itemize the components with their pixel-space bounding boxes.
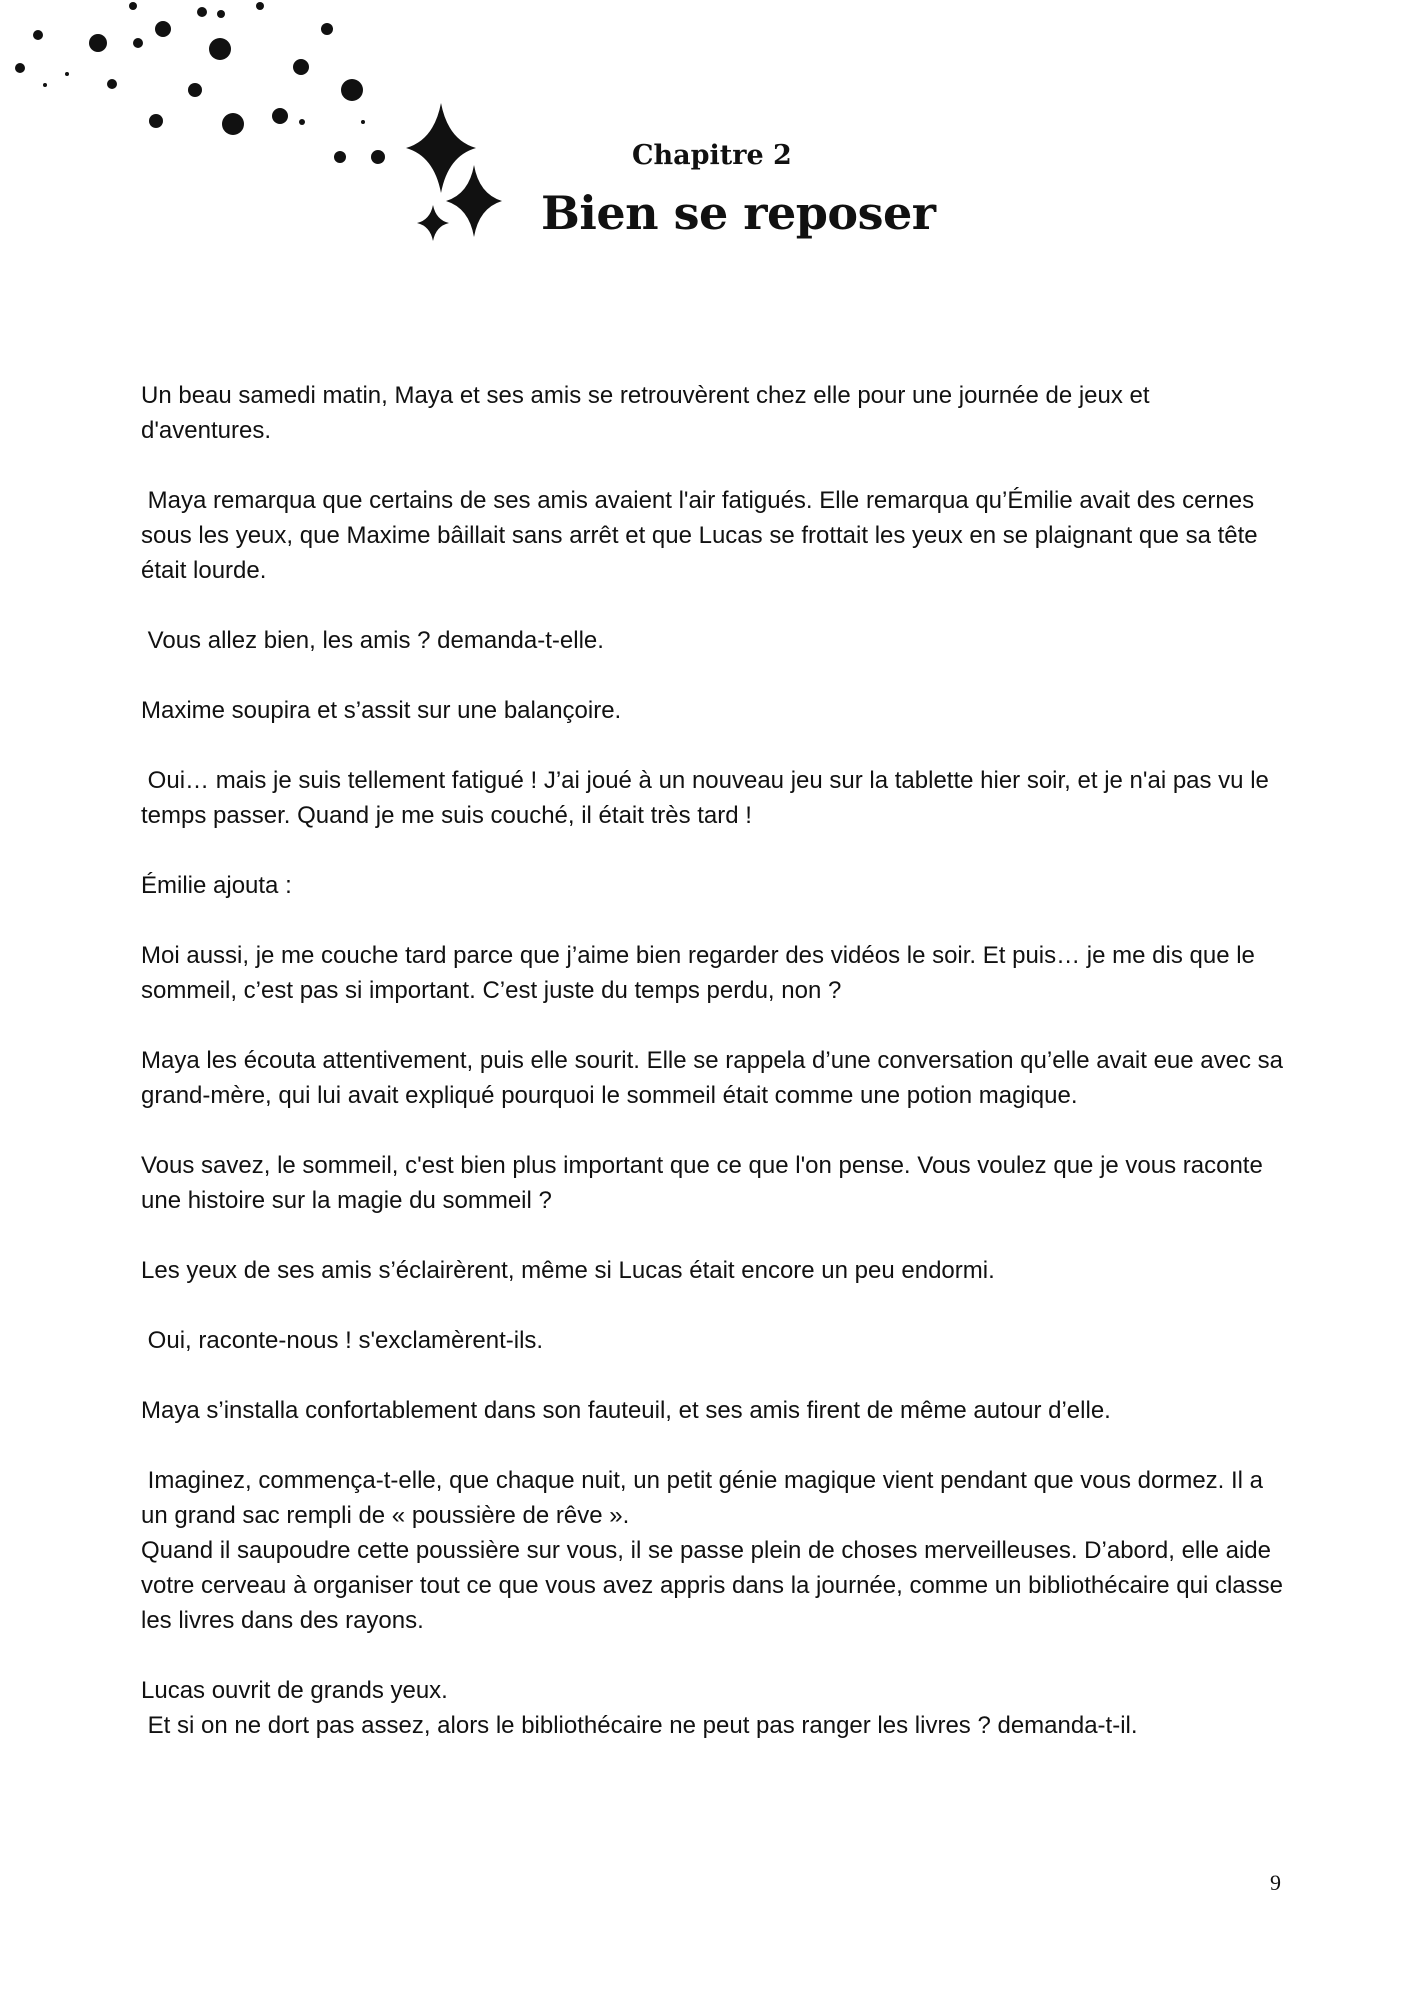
paragraph: Quand il saupoudre cette poussière sur vous, il se passe plein de choses merveilleuses. D’abord, elle aide votre cerveau à organiser tout ce que vous avez appris dans la journée, comme un bibliothécaire qui classe les livres dans des rayons.: [141, 1537, 1290, 1634]
story-text: [141, 378, 1290, 1778]
paragraph: Un beau samedi matin, Maya et ses amis se retrouvèrent chez elle pour une journée de jeux et d'aventures.: [141, 382, 1157, 444]
paragraph: Oui… mais je suis tellement fatigué ! J’ai joué à un nouveau jeu sur la tablette hier soir, et je n'ai pas vu le temps passer. Quand je me suis couché, il était très tard !: [141, 767, 1276, 829]
paragraph: Lucas ouvrit de grands yeux.: [141, 1677, 448, 1704]
chapter-header: [0, 0, 1407, 260]
paragraph: Et si on ne dort pas assez, alors le bibliothécaire ne peut pas ranger les livres ? demanda-t-il.: [141, 1712, 1138, 1739]
chapter-label: Chapitre 2: [632, 140, 792, 171]
paragraph: Imaginez, commença-t-elle, que chaque nuit, un petit génie magique vient pendant que vous dormez. Il a un grand sac rempli de « poussière de rêve ».: [141, 1467, 1270, 1529]
page-number: 9: [1270, 1870, 1281, 1895]
paragraph: Émilie ajouta :: [141, 872, 292, 899]
paragraph: Les yeux de ses amis s’éclairèrent, même si Lucas était encore un peu endormi.: [141, 1257, 995, 1284]
chapter-title: Bien se reposer: [541, 186, 936, 240]
paragraph: Maya les écouta attentivement, puis elle sourit. Elle se rappela d’une conversation qu’elle avait eue avec sa grand-mère, qui lui avait expliqué pourquoi le sommeil était comme une potion magique.: [141, 1047, 1290, 1109]
paragraph: Oui, raconte-nous ! s'exclamèrent-ils.: [141, 1327, 544, 1354]
paragraph: Vous allez bien, les amis ? demanda-t-elle.: [141, 627, 604, 654]
paragraph: Maxime soupira et s’assit sur une balançoire.: [141, 697, 622, 724]
paragraph: Maya remarqua que certains de ses amis avaient l'air fatigués. Elle remarqua qu’Émilie avait des cernes sous les yeux, que Maxime bâillait sans arrêt et que Lucas se frottait les yeux en se plaignant que sa tête était lourde.: [141, 487, 1265, 584]
sparkle-stars-icon: [0, 0, 520, 260]
paragraph: Vous savez, le sommeil, c'est bien plus important que ce que l'on pense. Vous voulez que je vous raconte une histoire sur la magie du sommeil ?: [141, 1152, 1270, 1214]
paragraph: Moi aussi, je me couche tard parce que j’aime bien regarder des vidéos le soir. Et puis… je me dis que le sommeil, c’est pas si important. C’est juste du temps perdu, non ?: [141, 942, 1262, 1004]
paragraph: Maya s’installa confortablement dans son fauteuil, et ses amis firent de même autour d’elle.: [141, 1397, 1111, 1424]
